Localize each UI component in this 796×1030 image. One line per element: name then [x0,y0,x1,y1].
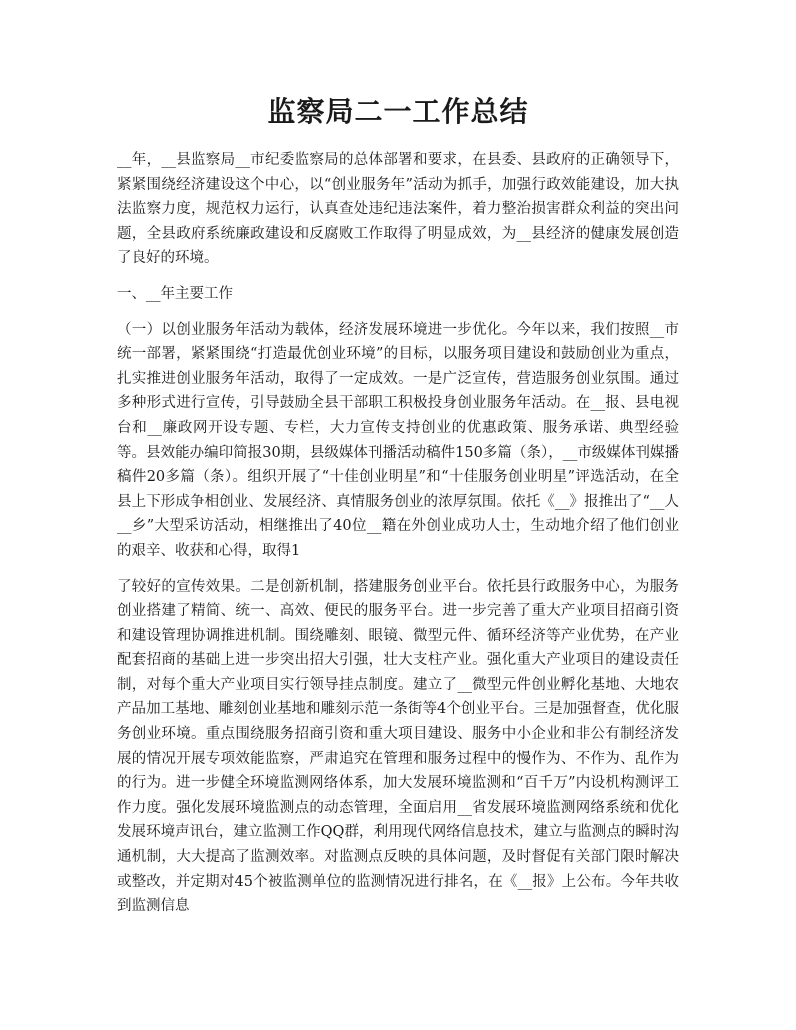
document-title: 监察局二一工作总结 [267,95,529,128]
body-paragraph-2: 了较好的宣传效果。二是创新机制，搭建服务创业平台。依托县行政服务中心，为服务创业搭建了精简、统一、高效、便民的服务平台。进一步完善了重大产业项目招商引资和建设管理协调推进机制。围绕雕刻、眼镜、微型元件、循环经济等产业优势，在产业配套招商的基础上进一步突出招大引强，壮大支柱产业。强化重大产业项目的建设责任制，对每个重大产业项目实行领导挂点制度。建立了__微型元件创业孵化基地、大地农产品加工基地、雕刻创业基地和雕刻示范一条街等4个创业平台。三是加强督查，优化服务创业环境。重点围绕服务招商引资和重大项目建设、服务中小企业和非公有制经济发展的情况开展专项效能监察，严肃追究在管理和服务过程中的慢作为、不作为、乱作为的行为。进一步健全环境监测网络体系，加大发展环境监测和“百千万”内设机构测评工作力度。强化发展环境监测点的动态管理，全面启用__省发展环境监测网络系统和优化发展环境声讯台，建立监测工作QQ群，利用现代网络信息技术，建立与监测点的瞬时沟通机制，大大提高了监测效率。对监测点反映的具体问题，及时督促有关部门限时解决或整改，并定期对45个被监测单位的监测情况进行排名，在《__报》上公布。今年共收到监测信息 [117,578,679,915]
section-heading-main-work: 一、__年主要工作 [117,285,233,302]
body-paragraph-1: （一）以创业服务年活动为载体，经济发展环境进一步优化。今年以来，我们按照__市统一部署，紧紧围绕“打造最优创业环境”的目标，以服务项目建设和鼓励创业为重点，扎实推进创业服务年活动，取得了一定成效。一是广泛宣传，营造服务创业氛围。通过多种形式进行宣传，引导鼓励全县干部职工积极投身创业服务年活动。在__报、县电视台和__廉政网开设专题、专栏，大力宣传支持创业的优惠政策、服务承诺、典型经验等。县效能办编印简报30期，县级媒体刊播活动稿件150多篇（条），__市级媒体刊媒播稿件20多篇（条）。组织开展了“十佳创业明星”和“十佳服务创业明星”评选活动，在全县上下形成争相创业、发展经济、真情服务创业的浓厚氛围。依托《__》报推出了“__人__乡”大型采访活动，相继推出了40位__籍在外创业成功人士，生动地介绍了他们创业的艰辛、收获和心得，取得1 [117,321,679,559]
intro-paragraph: __年，__县监察局__市纪委监察局的总体部署和要求，在县委、县政府的正确领导下，紧紧围绕经济建设这个中心，以“创业服务年”活动为抓手，加强行政效能建设，加大执法监察力度，规范权力运行，认真查处违纪违法案件，着力整治损害群众利益的突出问题，全县政府系统廉政建设和反腐败工作取得了明显成效，为__县经济的健康发展创造了良好的环境。 [117,152,679,267]
document-page [117,92,679,930]
